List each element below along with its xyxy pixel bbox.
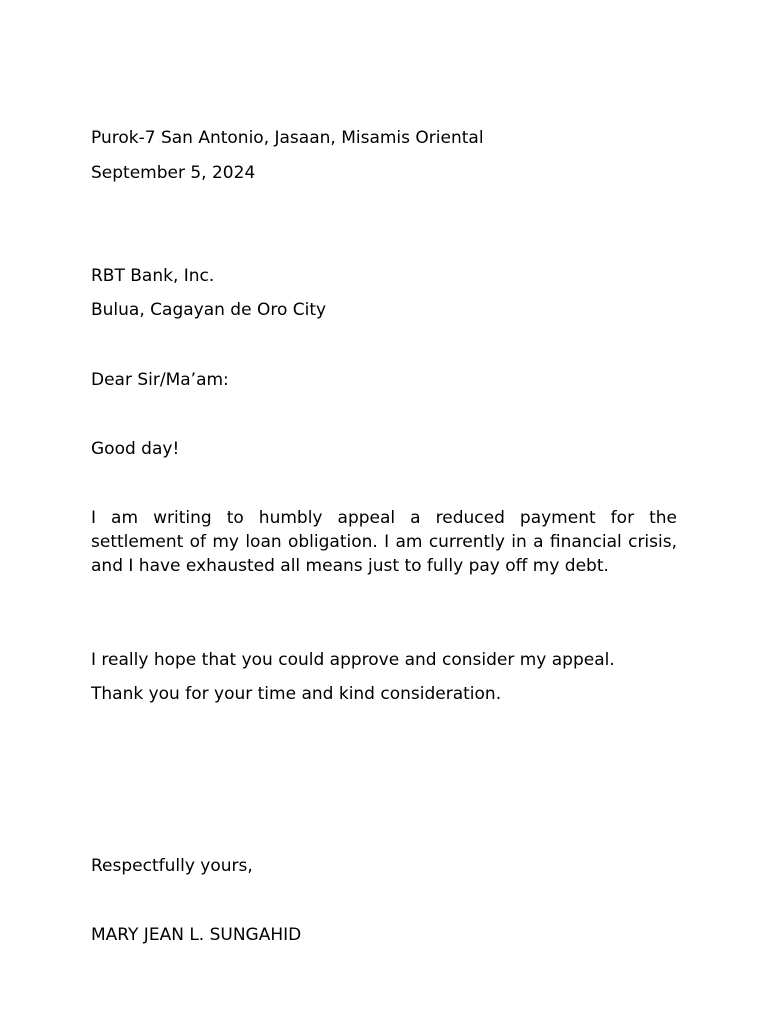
body-paragraph-hope: I really hope that you could approve and consider my appeal.	[91, 650, 615, 670]
salutation: Dear Sir/Ma’am:	[91, 370, 229, 390]
closing: Respectfully yours,	[91, 856, 253, 876]
signatory-name: MARY JEAN L. SUNGAHID	[91, 925, 302, 945]
sender-address: Purok-7 San Antonio, Jasaan, Misamis Oriental	[91, 128, 484, 148]
greeting: Good day!	[91, 439, 180, 459]
body-paragraph-appeal: I am writing to humbly appeal a reduced payment for the settlement of my loan obligation. I am currently in a financial crisis, and I have exhausted all means just to fully pay off my debt.	[91, 508, 677, 576]
body-paragraph-thanks: Thank you for your time and kind consideration.	[91, 684, 502, 704]
recipient-address: Bulua, Cagayan de Oro City	[91, 300, 327, 320]
letter-date: September 5, 2024	[91, 163, 256, 183]
recipient-name: RBT Bank, Inc.	[91, 266, 215, 286]
